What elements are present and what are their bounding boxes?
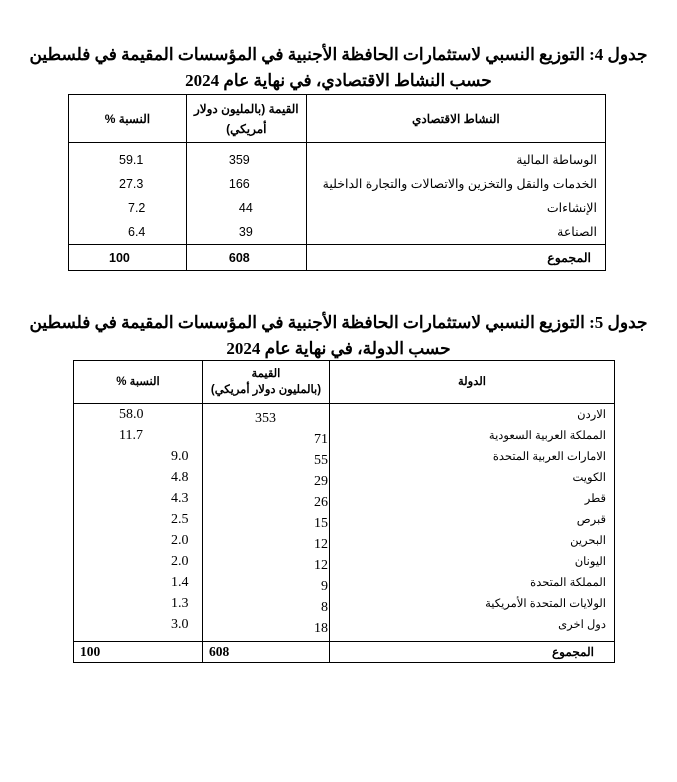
table-row-percent: 2.0 — [171, 533, 189, 548]
table-row-percent: 59.1 — [119, 153, 144, 167]
header-value — [202, 361, 329, 404]
table-row-name: قبرص — [576, 514, 606, 526]
table5-by-country — [73, 360, 615, 663]
table-row-percent: 7.2 — [128, 201, 146, 215]
header-percent: النسبة % — [69, 95, 187, 143]
percent-column — [74, 404, 203, 642]
table-row-name: دول اخرى — [558, 619, 606, 631]
table-row-percent: 11.7 — [119, 428, 143, 443]
header-value-line2: أمريكي) — [226, 121, 267, 136]
table-row-name: اليونان — [574, 556, 606, 568]
total-value: 608 — [202, 642, 329, 663]
table-row-percent: 1.3 — [171, 596, 189, 611]
header-value — [186, 95, 306, 143]
table-row-percent: 9.0 — [171, 449, 189, 464]
table-row-value: 12 — [313, 537, 328, 552]
table5-total-row — [74, 642, 615, 663]
table5-body — [74, 404, 615, 642]
table-row-name: المملكة المتحدة — [530, 577, 606, 589]
header-country: الدولة — [329, 361, 614, 404]
table5-title-line1: جدول 5: التوزيع النسبي لاستثمارات الحافظة الأجنبية في المؤسسات المقيمة في فلسطين — [29, 313, 648, 332]
value-column — [186, 143, 306, 245]
header-percent: النسبة % — [74, 361, 203, 404]
table-row-name: الولايات المتحدة الأمريكية — [485, 598, 606, 610]
table-row-value: 71 — [313, 432, 328, 447]
table-row-name: الإنشاءات — [546, 201, 597, 215]
table-row-name: قطر — [584, 493, 606, 505]
table4-total-row — [69, 245, 606, 271]
table-row-value: 353 — [254, 411, 276, 426]
table-row-name: الاردن — [577, 409, 606, 421]
table5-title — [0, 310, 677, 362]
header-value-line1: القيمة — [251, 368, 281, 380]
table4-title-line1: جدول 4: التوزيع النسبي لاستثمارات الحافظة الأجنبية في المؤسسات المقيمة في فلسطين — [29, 45, 648, 64]
total-label: المجموع — [329, 642, 614, 663]
table-row-name: الكويت — [572, 472, 606, 484]
table5-header-row — [74, 361, 615, 404]
table4-economic-activity — [68, 94, 606, 271]
table-row-percent: 4.3 — [171, 491, 189, 506]
total-percent: 100 — [74, 642, 203, 663]
table-row-percent: 6.4 — [128, 225, 146, 239]
table-row-value: 55 — [313, 453, 328, 468]
table4-title-line2: حسب النشاط الاقتصادي، في نهاية عام 2024 — [185, 71, 492, 90]
table-row-value: 9 — [320, 579, 328, 594]
activity-column — [306, 143, 605, 245]
header-value-line2: (بالمليون دولار أمريكي) — [210, 384, 322, 396]
table-row-name: الخدمات والنقل والتخزين والاتصالات والتجارة الداخلية — [322, 177, 597, 191]
table4-body — [69, 143, 606, 245]
table-row-name: الامارات العربية المتحدة — [492, 451, 606, 463]
table-row-percent: 27.3 — [119, 177, 144, 191]
table-row-value: 359 — [228, 153, 250, 167]
total-percent: 100 — [69, 245, 187, 271]
table-row-name: المملكة العربية السعودية — [488, 430, 606, 442]
table-row-name: الوساطة المالية — [516, 153, 597, 167]
table-row-value: 26 — [313, 495, 328, 510]
table-row-value: 29 — [313, 474, 328, 489]
table-row-value: 44 — [238, 201, 253, 215]
table-row-name: الصناعة — [557, 225, 597, 239]
table4-title — [0, 42, 677, 94]
table-row-percent: 1.4 — [171, 575, 189, 590]
header-value-line1: القيمة (بالمليون دولار — [193, 101, 299, 116]
table-row-percent: 3.0 — [171, 617, 189, 632]
table-row-name: البحرين — [570, 535, 606, 547]
table-row-value: 15 — [313, 516, 328, 531]
table-row-percent: 2.0 — [171, 554, 189, 569]
table-row-percent: 2.5 — [171, 512, 189, 527]
table-row-value: 18 — [313, 621, 328, 636]
header-activity: النشاط الاقتصادي — [306, 95, 605, 143]
country-column — [329, 404, 614, 642]
table-row-value: 39 — [238, 225, 253, 239]
value-column — [202, 404, 329, 642]
table4-header-row — [69, 95, 606, 143]
table-row-value: 166 — [228, 177, 250, 191]
table-row-value: 12 — [313, 558, 328, 573]
percent-column — [69, 143, 187, 245]
table-row-value: 8 — [320, 600, 328, 615]
total-label: المجموع — [306, 245, 605, 271]
table5-title-line2: حسب الدولة، في نهاية عام 2024 — [226, 339, 451, 358]
total-value: 608 — [186, 245, 306, 271]
table-row-percent: 58.0 — [119, 407, 144, 422]
table-row-percent: 4.8 — [171, 470, 189, 485]
